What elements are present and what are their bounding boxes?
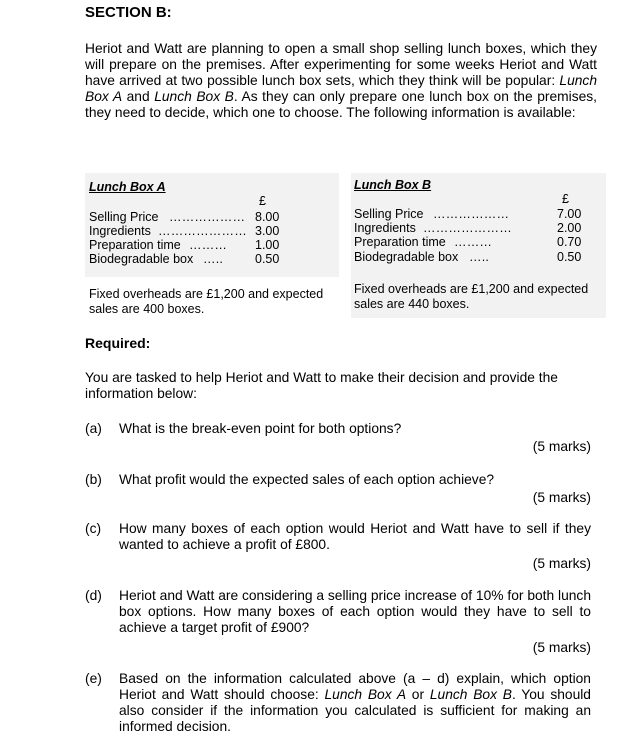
lunch-box-a-label-preparation-time: Preparation time (89, 238, 181, 252)
intro-paragraph (85, 41, 597, 121)
lunch-box-a-value-selling-price: 8.00 (255, 210, 280, 224)
lunch-box-a-dots-selling-price: ……………… (169, 210, 246, 224)
lunch-box-b-dots-ingredients: ………………… (423, 221, 512, 235)
intro-part1: Heriot and Watt are planning to open a small shop selling lunch boxes, which they will prepare on the premises. After experimenting for some weeks Heriot and Watt have arrived at two possible lunch box sets, which they think will be popular: (85, 41, 597, 88)
question-b-letter: (b) (85, 472, 102, 487)
intro-part2: . As they can only prepare one lunch box on the premises, they need to decide, which one to choose. The following information is available: (85, 89, 598, 120)
lunch-box-a-dots-preparation-time: ……… (189, 238, 228, 252)
lunch-box-b-title: Lunch Box B (354, 178, 432, 192)
task-intro: You are tasked to help Heriot and Watt to make their decision and provide the information below: (85, 370, 558, 401)
lunch-box-a-value-ingredients: 3.00 (255, 224, 280, 238)
lunch-box-b-note: Fixed overheads are £1,200 and expected sales are 440 boxes. (354, 282, 589, 311)
lunch-box-b-value-ingredients: 2.00 (557, 221, 582, 235)
lunch-box-b-value-selling-price: 7.00 (557, 207, 582, 221)
question-e-letter: (e) (85, 671, 102, 686)
question-d-text: Heriot and Watt are considering a selling price increase of 10% for both lunch box options. How many boxes of each option would they have to sell to achieve a target profit of £900? (119, 588, 591, 635)
lunch-box-b-dots-preparation-time: ……… (454, 235, 493, 249)
lunch-box-a-label-ingredients: Ingredients (89, 224, 151, 238)
question-a-text: What is the break-even point for both options? (119, 421, 402, 436)
question-a-letter: (a) (85, 421, 102, 436)
required-heading: Required: (85, 335, 151, 351)
lunch-box-a-value-preparation-time: 1.00 (255, 238, 280, 252)
question-b-text: What profit would the expected sales of each option achieve? (119, 472, 495, 487)
lunch-box-a-value-biodegradable-box: 0.50 (255, 252, 280, 266)
lunch-box-b-label-ingredients: Ingredients (354, 221, 416, 235)
lunch-box-b-label-selling-price: Selling Price (354, 207, 424, 221)
question-e-or: or (406, 687, 430, 702)
lunch-box-b-dots-selling-price: ……………… (433, 207, 510, 221)
lunch-box-a-dots-ingredients: ………………… (158, 224, 247, 238)
question-e-part1: Based on the information calculated above (a – d) explain, which option Heriot and Watt should choose: (119, 671, 591, 702)
question-e-box-a: Lunch Box A (324, 687, 407, 702)
lunch-box-b-label-biodegradable-box: Biodegradable box (354, 250, 459, 264)
lunch-box-b-panel (351, 173, 606, 318)
question-d-letter: (d) (85, 588, 102, 603)
lunch-box-b-currency: £ (562, 192, 569, 206)
intro-box-b-name: Lunch Box B (154, 89, 234, 104)
section-title: SECTION B: (85, 4, 172, 21)
intro-box-a-name: Lunch Box A (85, 73, 597, 104)
intro-and: and (122, 89, 155, 104)
question-e-box-b: Lunch Box B (429, 687, 512, 702)
lunch-box-a-title: Lunch Box A (89, 180, 166, 194)
lunch-box-b-value-preparation-time: 0.70 (557, 235, 582, 249)
question-d-marks: (5 marks) (532, 640, 591, 655)
lunch-box-a-panel (85, 173, 339, 277)
question-e-text (119, 671, 591, 735)
lunch-box-a-dots-biodegradable-box: ….. (203, 252, 224, 266)
lunch-box-a-label-selling-price: Selling Price (89, 210, 159, 224)
lunch-box-a-label-biodegradable-box: Biodegradable box (89, 252, 194, 266)
lunch-box-a-currency: £ (259, 194, 266, 208)
question-c-marks: (5 marks) (532, 556, 591, 571)
question-e-part2: . You should also consider if the information you calculated is sufficient for making an informed decision. (119, 687, 591, 734)
question-b-marks: (5 marks) (532, 490, 591, 505)
lunch-box-a-note: Fixed overheads are £1,200 and expected sales are 400 boxes. (89, 287, 324, 316)
question-a-marks: (5 marks) (532, 439, 591, 454)
lunch-box-b-value-biodegradable-box: 0.50 (557, 250, 582, 264)
lunch-box-b-dots-biodegradable-box: ….. (469, 250, 490, 264)
lunch-box-b-label-preparation-time: Preparation time (354, 235, 446, 249)
question-c-letter: (c) (85, 521, 102, 536)
question-c-text: How many boxes of each option would Heriot and Watt have to sell if they wanted to achieve a profit of £800. (119, 521, 591, 552)
